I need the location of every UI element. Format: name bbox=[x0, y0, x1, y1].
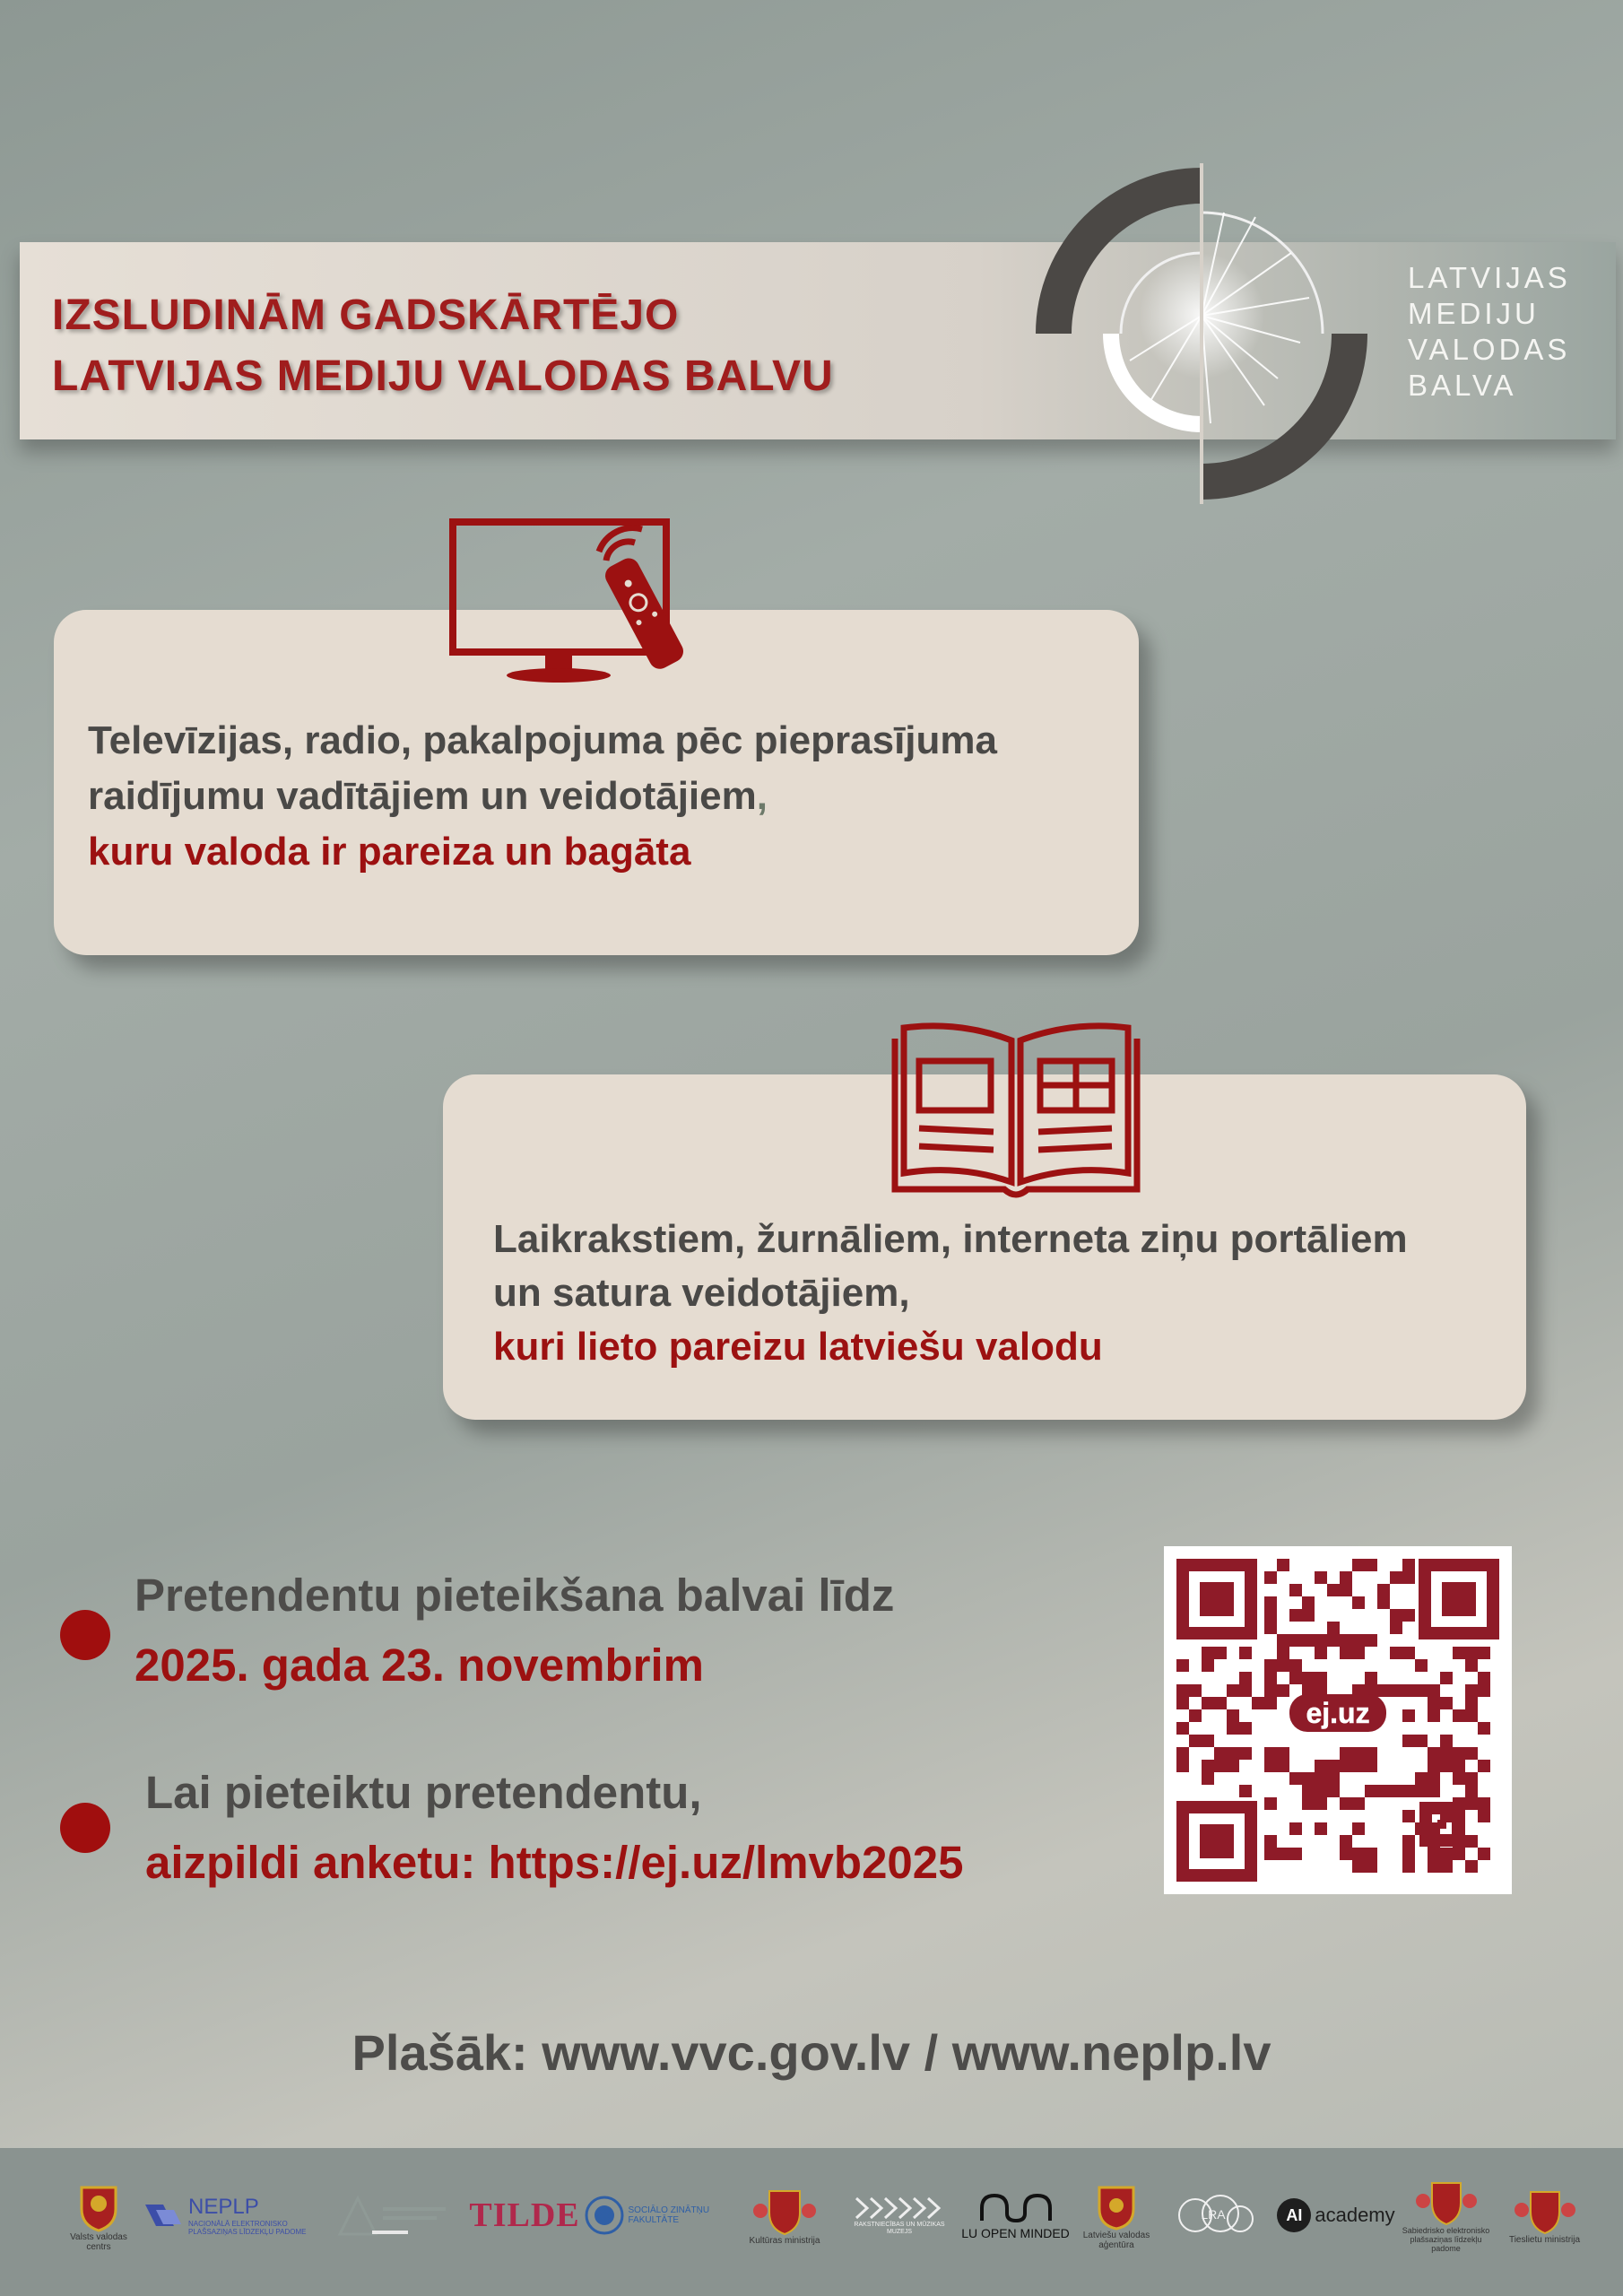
qr-module bbox=[1327, 1634, 1340, 1647]
partner-caption-lva: Latviešu valodas aģentūra bbox=[1082, 2231, 1150, 2250]
partner-logo-rmm bbox=[850, 2166, 949, 2265]
card-press-highlight: kuri lieto pareizu latviešu valodu bbox=[493, 1325, 1103, 1369]
qr-module bbox=[1465, 1684, 1478, 1697]
qr-module bbox=[1352, 1760, 1365, 1772]
qr-module bbox=[1365, 1672, 1377, 1684]
deadline-date: 2025. gada 23. novembrim bbox=[135, 1639, 704, 1691]
qr-module bbox=[1277, 1747, 1289, 1760]
card-broadcast-highlight: kuru valoda ir pareiza un bagāta bbox=[88, 830, 691, 874]
qr-module bbox=[1402, 1709, 1415, 1722]
deadline-label: Pretendentu pieteikšana balvai līdz bbox=[135, 1570, 895, 1621]
qr-module bbox=[1327, 1760, 1340, 1772]
qr-module bbox=[1189, 1684, 1202, 1697]
qr-module bbox=[1440, 1860, 1453, 1873]
qr-module bbox=[1302, 1672, 1315, 1684]
qr-module bbox=[1202, 1772, 1214, 1785]
qr-module bbox=[1453, 1760, 1465, 1772]
qr-module bbox=[1428, 1772, 1440, 1785]
tv-remote-icon bbox=[447, 516, 707, 704]
partner-logo-neplp bbox=[143, 2166, 314, 2265]
qr-module bbox=[1239, 1684, 1252, 1697]
qr-module bbox=[1302, 1785, 1315, 1797]
qr-module bbox=[1302, 1634, 1315, 1647]
qr-module bbox=[1176, 1684, 1189, 1697]
qr-module bbox=[1352, 1559, 1365, 1571]
qr-module bbox=[1390, 1684, 1402, 1697]
partner-logo-ai-academy: AI academy bbox=[1273, 2166, 1399, 2265]
qr-module bbox=[1340, 1634, 1352, 1647]
apply-link[interactable]: aizpildi anketu: https://ej.uz/lmvb2025 bbox=[145, 1837, 964, 1888]
qr-module bbox=[1239, 1722, 1252, 1735]
qr-module bbox=[1277, 1760, 1289, 1772]
qr-module bbox=[1239, 1785, 1252, 1797]
qr-module bbox=[1465, 1697, 1478, 1709]
qr-module bbox=[1478, 1684, 1490, 1697]
qr-module bbox=[1176, 1722, 1189, 1735]
partner-logo-vvc bbox=[63, 2166, 135, 2265]
partner-caption-tm: Tieslietu ministrija bbox=[1508, 2234, 1581, 2245]
qr-module bbox=[1415, 1735, 1428, 1747]
qr-module bbox=[1365, 1559, 1377, 1571]
qr-module bbox=[1365, 1785, 1377, 1797]
award-logo-icon bbox=[1031, 163, 1372, 504]
qr-module bbox=[1440, 1747, 1453, 1760]
qr-module bbox=[1453, 1848, 1465, 1860]
lra-network-icon bbox=[1168, 2188, 1258, 2242]
qr-module bbox=[1289, 1772, 1302, 1785]
qr-module bbox=[1239, 1672, 1252, 1684]
qr-module bbox=[1264, 1659, 1277, 1672]
partner-name-lra: LRA bbox=[1200, 2207, 1226, 2222]
qr-module bbox=[1202, 1735, 1214, 1747]
qr-module bbox=[1465, 1709, 1478, 1722]
qr-module bbox=[1289, 1584, 1302, 1596]
qr-module bbox=[1277, 1848, 1289, 1860]
qr-module bbox=[1465, 1747, 1478, 1760]
qr-module bbox=[1176, 1697, 1189, 1709]
qr-module bbox=[1478, 1797, 1490, 1810]
qr-module bbox=[1302, 1609, 1315, 1622]
qr-module bbox=[1189, 1709, 1202, 1722]
qr-module bbox=[1239, 1747, 1252, 1760]
qr-module bbox=[1302, 1797, 1315, 1810]
partner-logo-km bbox=[744, 2166, 825, 2265]
qr-module bbox=[1402, 1609, 1415, 1622]
qr-module bbox=[1239, 1647, 1252, 1659]
partner-caption-rmm: RAKSTNIECĪBAS UN MŪZIKAS MUZEJS bbox=[854, 2222, 945, 2235]
qr-module bbox=[1202, 1760, 1214, 1772]
logo-line-4: BALVA bbox=[1408, 369, 1517, 402]
qr-module bbox=[1340, 1584, 1352, 1596]
qr-module bbox=[1465, 1785, 1478, 1797]
qr-module bbox=[1340, 1835, 1352, 1848]
coat-of-arms-icon bbox=[1513, 2187, 1577, 2235]
qr-module bbox=[1202, 1647, 1214, 1659]
qr-module bbox=[1315, 1797, 1327, 1810]
qr-module bbox=[1352, 1797, 1365, 1810]
qr-module bbox=[1277, 1634, 1289, 1647]
qr-module bbox=[1453, 1810, 1465, 1822]
qr-module bbox=[1453, 1822, 1465, 1835]
qr-module bbox=[1465, 1860, 1478, 1873]
qr-module bbox=[1264, 1596, 1277, 1609]
qr-module bbox=[1390, 1609, 1402, 1622]
qr-module bbox=[1214, 1760, 1227, 1772]
qr-module bbox=[1340, 1647, 1352, 1659]
qr-module bbox=[1428, 1697, 1440, 1709]
partner-caption-sepp: Sabiedrisko elektronisko plašsaziņas līdzekļu padome bbox=[1402, 2226, 1490, 2253]
qr-module bbox=[1478, 1848, 1490, 1860]
qr-module bbox=[1440, 1760, 1453, 1772]
qr-module bbox=[1202, 1697, 1214, 1709]
qr-module bbox=[1340, 1571, 1352, 1584]
partner-logo-sepp bbox=[1399, 2166, 1493, 2265]
partner-name-tilde: TILDE bbox=[469, 2196, 580, 2234]
card-broadcast-text bbox=[88, 713, 1119, 880]
qr-module bbox=[1315, 1760, 1327, 1772]
qr-module bbox=[1352, 1747, 1365, 1760]
qr-module bbox=[1453, 1647, 1465, 1659]
deadline-info bbox=[135, 1561, 894, 1700]
qr-module bbox=[1214, 1747, 1227, 1760]
qr-module bbox=[1227, 1747, 1239, 1760]
qr-module bbox=[1428, 1709, 1440, 1722]
qr-module bbox=[1453, 1772, 1465, 1785]
partner-logo-szf bbox=[581, 2166, 720, 2265]
qr-code-icon bbox=[1164, 1546, 1512, 1894]
qr-module bbox=[1289, 1848, 1302, 1860]
qr-module bbox=[1264, 1835, 1277, 1848]
qr-module bbox=[1377, 1584, 1390, 1596]
qr-module bbox=[1428, 1684, 1440, 1697]
partner-logo-lva bbox=[1081, 2166, 1152, 2265]
apply-info bbox=[145, 1758, 964, 1898]
qr-module bbox=[1428, 1835, 1440, 1848]
qr-module bbox=[1214, 1697, 1227, 1709]
qr-module bbox=[1315, 1822, 1327, 1835]
qr-module bbox=[1428, 1747, 1440, 1760]
qr-module bbox=[1377, 1596, 1390, 1609]
university-seal-icon bbox=[584, 2195, 625, 2236]
qr-module bbox=[1189, 1735, 1202, 1747]
qr-module bbox=[1365, 1848, 1377, 1860]
qr-module bbox=[1402, 1684, 1415, 1697]
partner-logo-lra bbox=[1166, 2166, 1260, 2265]
qr-module bbox=[1327, 1772, 1340, 1785]
logo-line-3: VALODAS bbox=[1408, 333, 1571, 366]
qr-module bbox=[1315, 1647, 1327, 1659]
qr-module bbox=[1264, 1760, 1277, 1772]
qr-module bbox=[1176, 1760, 1189, 1772]
qr-module bbox=[1402, 1571, 1415, 1584]
qr-module bbox=[1352, 1822, 1365, 1835]
qr-module bbox=[1453, 1747, 1465, 1760]
qr-module bbox=[1365, 1860, 1377, 1873]
qr-module bbox=[1390, 1571, 1402, 1584]
apply-label: Lai pieteiktu pretendentu, bbox=[145, 1767, 702, 1818]
qr-module bbox=[1478, 1760, 1490, 1772]
qr-module bbox=[1340, 1797, 1352, 1810]
qr-module bbox=[1214, 1647, 1227, 1659]
qr-module bbox=[1327, 1622, 1340, 1634]
qr-module bbox=[1402, 1785, 1415, 1797]
coat-of-arms-icon bbox=[1414, 2178, 1479, 2226]
qr-module bbox=[1402, 1647, 1415, 1659]
qr-module bbox=[1402, 1559, 1415, 1571]
coat-of-arms-icon bbox=[750, 2186, 820, 2236]
qr-module bbox=[1415, 1772, 1428, 1785]
qr-module bbox=[1440, 1848, 1453, 1860]
qr-module bbox=[1415, 1684, 1428, 1697]
qr-module bbox=[1289, 1634, 1302, 1647]
partner-logo-3 bbox=[327, 2166, 471, 2265]
neplp-icon bbox=[143, 2197, 183, 2233]
qr-module bbox=[1264, 1697, 1277, 1709]
award-logo-text bbox=[1408, 260, 1571, 404]
qr-module bbox=[1264, 1747, 1277, 1760]
partner-logo-lu bbox=[959, 2166, 1072, 2265]
qr-module bbox=[1453, 1797, 1465, 1810]
qr-module bbox=[1390, 1647, 1402, 1659]
bullet-apply bbox=[60, 1803, 110, 1853]
qr-module bbox=[1465, 1659, 1478, 1672]
qr-module bbox=[1478, 1647, 1490, 1659]
qr-module bbox=[1227, 1684, 1239, 1697]
qr-module bbox=[1365, 1760, 1377, 1772]
logo-line-1: LATVIJAS bbox=[1408, 261, 1571, 294]
qr-module bbox=[1415, 1822, 1428, 1835]
card-broadcast-comma: , bbox=[756, 774, 768, 818]
qr-module bbox=[1289, 1672, 1302, 1684]
qr-module bbox=[1478, 1810, 1490, 1822]
qr-module bbox=[1277, 1559, 1289, 1571]
qr-module bbox=[1453, 1835, 1465, 1848]
logo-line-2: MEDIJU bbox=[1408, 297, 1540, 330]
qr-badge-text: ej.uz bbox=[1306, 1697, 1370, 1729]
card-press-line-2: un satura veidotājiem, bbox=[493, 1271, 910, 1315]
qr-module bbox=[1440, 1735, 1453, 1747]
qr-module bbox=[1289, 1822, 1302, 1835]
qr-module bbox=[1264, 1571, 1277, 1584]
qr-module bbox=[1415, 1785, 1428, 1797]
qr-module bbox=[1478, 1722, 1490, 1735]
partner-logo-tm bbox=[1502, 2166, 1587, 2265]
qr-module bbox=[1402, 1810, 1415, 1822]
qr-module bbox=[1289, 1609, 1302, 1622]
card-broadcast-line-1: Televīzijas, radio, pakalpojuma pēc pieprasījuma bbox=[88, 718, 997, 762]
qr-module bbox=[1352, 1860, 1365, 1873]
qr-module bbox=[1227, 1760, 1239, 1772]
qr-module bbox=[1264, 1622, 1277, 1634]
qr-module bbox=[1264, 1609, 1277, 1622]
qr-module bbox=[1202, 1659, 1214, 1672]
triangle-logo-icon bbox=[336, 2193, 462, 2238]
qr-module bbox=[1327, 1584, 1340, 1596]
partner-caption-km: Kultūras ministrija bbox=[749, 2235, 820, 2246]
qr-module bbox=[1428, 1760, 1440, 1772]
card-broadcast-line-2: raidījumu vadītājiem un veidotājiem bbox=[88, 774, 757, 818]
qr-module bbox=[1340, 1848, 1352, 1860]
partner-caption-neplp: NACIONĀLĀ ELEKTRONISKO PLAŠSAZIŅAS LĪDZEKĻU PADOME bbox=[188, 2220, 307, 2236]
qr-module bbox=[1277, 1647, 1289, 1659]
qr-module bbox=[1428, 1785, 1440, 1797]
qr-module bbox=[1365, 1634, 1377, 1647]
coat-of-arms-icon bbox=[1094, 2180, 1139, 2231]
qr-module bbox=[1264, 1672, 1277, 1684]
qr-module bbox=[1227, 1722, 1239, 1735]
card-press-line-1: Laikrakstiem, žurnāliem, interneta ziņu portāliem bbox=[493, 1217, 1408, 1261]
qr-module bbox=[1478, 1672, 1490, 1684]
qr-module bbox=[1302, 1772, 1315, 1785]
qr-module bbox=[1352, 1596, 1365, 1609]
page-title bbox=[52, 285, 834, 407]
chevrons-icon bbox=[853, 2195, 946, 2222]
qr-module bbox=[1465, 1797, 1478, 1810]
qr-module bbox=[1402, 1860, 1415, 1873]
title-line-2: LATVIJAS MEDIJU VALODAS BALVU bbox=[52, 352, 834, 400]
partner-name-neplp: NEPLP bbox=[188, 2195, 259, 2219]
partner-caption-lu: LU OPEN MINDED bbox=[961, 2226, 1070, 2240]
qr-module bbox=[1465, 1772, 1478, 1785]
qr-module bbox=[1428, 1860, 1440, 1873]
qr-module bbox=[1465, 1647, 1478, 1659]
bullet-deadline bbox=[60, 1610, 110, 1660]
more-info[interactable]: Plašāk: www.vvc.gov.lv / www.neplp.lv bbox=[352, 2024, 1271, 2081]
qr-module bbox=[1352, 1634, 1365, 1647]
qr-module bbox=[1465, 1835, 1478, 1848]
qr-module bbox=[1390, 1622, 1402, 1634]
qr-module bbox=[1453, 1709, 1465, 1722]
qr-module bbox=[1402, 1848, 1415, 1860]
ai-icon: AI bbox=[1277, 2198, 1311, 2232]
qr-module bbox=[1352, 1647, 1365, 1659]
open-book-icon bbox=[888, 1021, 1144, 1200]
qr-module bbox=[1352, 1848, 1365, 1860]
qr-module bbox=[1377, 1785, 1390, 1797]
qr-module bbox=[1264, 1848, 1277, 1860]
qr-module bbox=[1315, 1772, 1327, 1785]
qr-module bbox=[1440, 1810, 1453, 1822]
qr-module bbox=[1440, 1697, 1453, 1709]
qr-module bbox=[1415, 1659, 1428, 1672]
qr-module bbox=[1315, 1785, 1327, 1797]
partner-logo-tilde bbox=[469, 2166, 580, 2265]
qr-module bbox=[1176, 1659, 1189, 1672]
qr-module bbox=[1315, 1672, 1327, 1684]
coat-of-arms-icon bbox=[74, 2179, 123, 2232]
qr-module bbox=[1315, 1571, 1327, 1584]
qr-module bbox=[1340, 1747, 1352, 1760]
partner-caption-vvc: Valsts valodas centrs bbox=[70, 2232, 127, 2252]
qr-module bbox=[1428, 1848, 1440, 1860]
qr-module bbox=[1390, 1785, 1402, 1797]
qr-module bbox=[1340, 1760, 1352, 1772]
qr-module bbox=[1327, 1785, 1340, 1797]
qr-code[interactable] bbox=[1164, 1546, 1512, 1894]
qr-module bbox=[1402, 1835, 1415, 1848]
qr-module bbox=[1315, 1634, 1327, 1647]
qr-module bbox=[1277, 1659, 1289, 1672]
qr-module bbox=[1302, 1596, 1315, 1609]
qr-module bbox=[1252, 1697, 1264, 1709]
qr-module bbox=[1377, 1684, 1390, 1697]
partner-caption-szf: SOCIĀLO ZINĀTŅU FAKULTĀTE bbox=[628, 2205, 710, 2225]
qr-module bbox=[1289, 1659, 1302, 1672]
qr-module bbox=[1365, 1747, 1377, 1760]
qr-module bbox=[1264, 1684, 1277, 1697]
qr-module bbox=[1440, 1672, 1453, 1684]
qr-module bbox=[1428, 1822, 1440, 1835]
qr-module bbox=[1402, 1735, 1415, 1747]
qr-module bbox=[1176, 1747, 1189, 1760]
lu-open-minded-icon bbox=[978, 2190, 1054, 2226]
qr-module bbox=[1227, 1709, 1239, 1722]
qr-module bbox=[1277, 1684, 1289, 1697]
card-press-text bbox=[493, 1213, 1524, 1374]
qr-module bbox=[1264, 1797, 1277, 1810]
title-line-1: IZSLUDINĀM GADSKĀRTĒJO bbox=[52, 291, 680, 339]
